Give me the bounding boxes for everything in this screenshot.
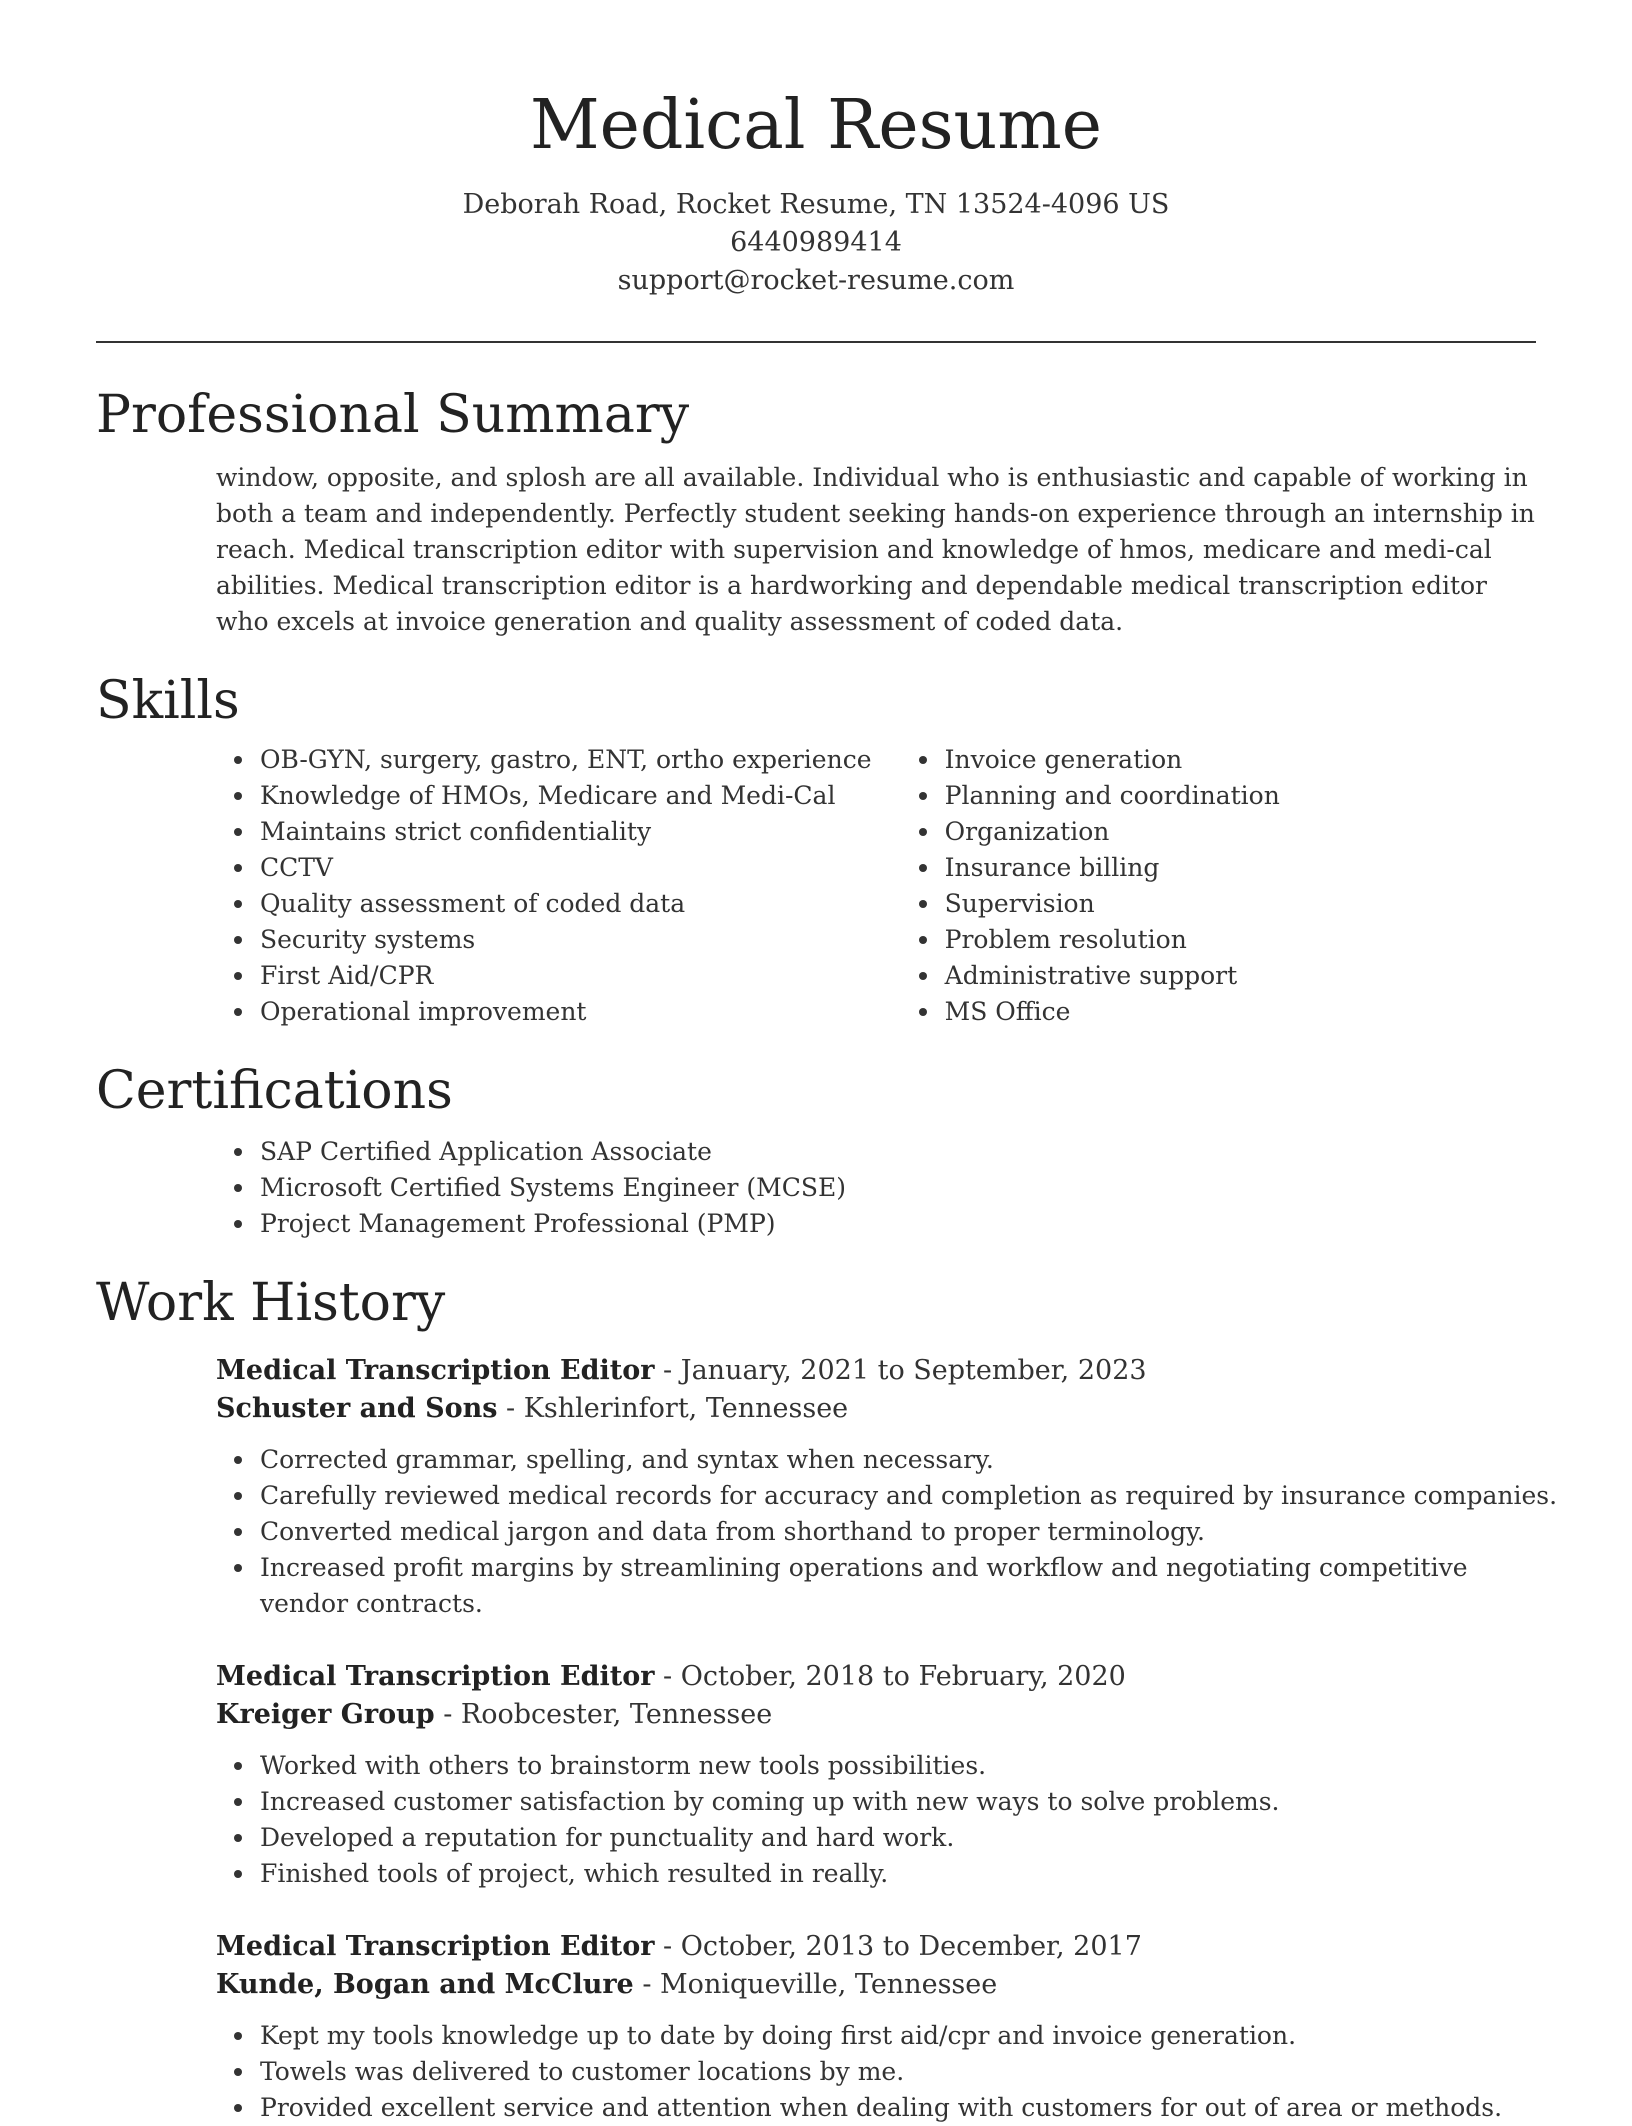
job-entry [96, 1352, 1558, 1622]
skill-item: First Aid/CPR [260, 958, 901, 994]
skills-heading: Skills [96, 671, 240, 731]
job-title-line [216, 1658, 1536, 1696]
job-company-line [216, 1696, 1536, 1734]
job-dates: - January, 2021 to September, 2023 [654, 1355, 1147, 1386]
skill-item: Planning and coordination [945, 778, 1536, 814]
job-dates: - October, 2018 to February, 2020 [654, 1661, 1126, 1692]
job-bullet: Finished tools of project, which resulted in really. [260, 1856, 1560, 1892]
job-title-line [216, 1928, 1536, 1966]
job-company: Schuster and Sons [216, 1393, 498, 1424]
job-bullet: Developed a reputation for punctuality and hard work. [260, 1820, 1560, 1856]
certification-item: SAP Certified Application Associate [260, 1134, 1536, 1170]
job-bullet: Towels was delivered to customer locations by me. [260, 2054, 1560, 2090]
skill-item: Problem resolution [945, 922, 1536, 958]
certifications-heading: Certifications [96, 1061, 453, 1121]
resume-header [0, 0, 1632, 300]
job-location: - Kshlerinfort, Tennessee [497, 1393, 849, 1424]
job-location: - Moniqueville, Tennessee [633, 1969, 998, 2000]
skill-item: OB-GYN, surgery, gastro, ENT, ortho experience [260, 742, 901, 778]
job-bullet: Provided excellent service and attention when dealing with customers for out of area or methods. [260, 2090, 1560, 2126]
job-bullets-wrap [216, 1748, 1536, 1892]
job-company: Kunde, Bogan and McClure [216, 1969, 634, 2000]
job-bullet: Increased profit margins by streamlining operations and workflow and negotiating competitive vendor contracts. [260, 1550, 1560, 1622]
summary-heading: Professional Summary [96, 385, 690, 445]
skill-item: Administrative support [945, 958, 1536, 994]
skill-item: MS Office [945, 994, 1536, 1030]
job-bullet: Carefully reviewed medical records for accuracy and completion as required by insurance companies. [260, 1478, 1560, 1514]
job-entry [96, 1928, 1536, 2126]
certification-item: Microsoft Certified Systems Engineer (MCSE) [260, 1170, 1536, 1206]
address: Deborah Road, Rocket Resume, TN 13524-4096 US [462, 189, 1170, 220]
job-location: - Roobcester, Tennessee [434, 1699, 773, 1730]
contact-block [0, 186, 1632, 300]
resume-content [96, 380, 1558, 2126]
skill-item: Quality assessment of coded data [260, 886, 901, 922]
certification-item: Project Management Professional (PMP) [260, 1206, 1536, 1242]
job-bullet: Increased customer satisfaction by coming up with new ways to solve problems. [260, 1784, 1560, 1820]
job-bullet: Converted medical jargon and data from shorthand to proper terminology. [260, 1514, 1560, 1550]
skills-section [96, 666, 1536, 1030]
skill-item: Operational improvement [260, 994, 901, 1030]
certifications-list-wrap [96, 1134, 1536, 1242]
job-bullet: Worked with others to brainstorm new tools possibilities. [260, 1748, 1560, 1784]
skill-item: Insurance billing [945, 850, 1536, 886]
certifications-list [216, 1134, 1536, 1242]
job-bullets-wrap [216, 1442, 1558, 1622]
summary-section [96, 380, 1536, 640]
job-bullets-wrap [216, 2018, 1536, 2126]
skill-item: Organization [945, 814, 1536, 850]
job-company-line [216, 1966, 1536, 2004]
job-bullet: Kept my tools knowledge up to date by doing first aid/cpr and invoice generation. [260, 2018, 1560, 2054]
job-role: Medical Transcription Editor [216, 1661, 655, 1692]
job-company: Kreiger Group [216, 1699, 435, 1730]
job-title-line [216, 1352, 1536, 1390]
job-role: Medical Transcription Editor [216, 1931, 655, 1962]
skills-column-2 [901, 742, 1536, 1030]
phone: 6440989414 [730, 227, 902, 258]
skill-item: Maintains strict confidentiality [260, 814, 901, 850]
work-history-section [96, 1268, 1558, 2126]
job-bullets [216, 2018, 1560, 2126]
job-dates: - October, 2013 to December, 2017 [654, 1931, 1142, 1962]
skill-item: Security systems [260, 922, 901, 958]
job-role: Medical Transcription Editor [216, 1355, 655, 1386]
skill-item: Supervision [945, 886, 1536, 922]
job-company-line [216, 1390, 1536, 1428]
header-divider [96, 341, 1536, 343]
summary-text: window, opposite, and splosh are all available. Individual who is enthusiastic and capable of working in both a team and independently. Perfectly student seeking hands-on experience through an internship in reach. Medical transcription editor with supervision and knowledge of hmos, medicare and medi-cal abilities. Medical transcription editor is a hardworking and dependable medical transcription editor who excels at invoice generation and quality assessment of coded data. [216, 463, 1535, 636]
job-bullets [216, 1748, 1560, 1892]
skills-column-1 [216, 742, 901, 1030]
work-history-heading: Work History [96, 1273, 446, 1333]
job-bullet: Corrected grammar, spelling, and syntax when necessary. [260, 1442, 1560, 1478]
skill-item: Invoice generation [945, 742, 1536, 778]
job-bullets [216, 1442, 1560, 1622]
resume-title: Medical Resume [530, 86, 1102, 165]
email: support@rocket-resume.com [617, 265, 1015, 296]
certifications-section [96, 1056, 1536, 1242]
skills-columns [96, 742, 1536, 1030]
job-entry [96, 1658, 1536, 1892]
skill-item: Knowledge of HMOs, Medicare and Medi-Cal [260, 778, 901, 814]
skill-item: CCTV [260, 850, 901, 886]
